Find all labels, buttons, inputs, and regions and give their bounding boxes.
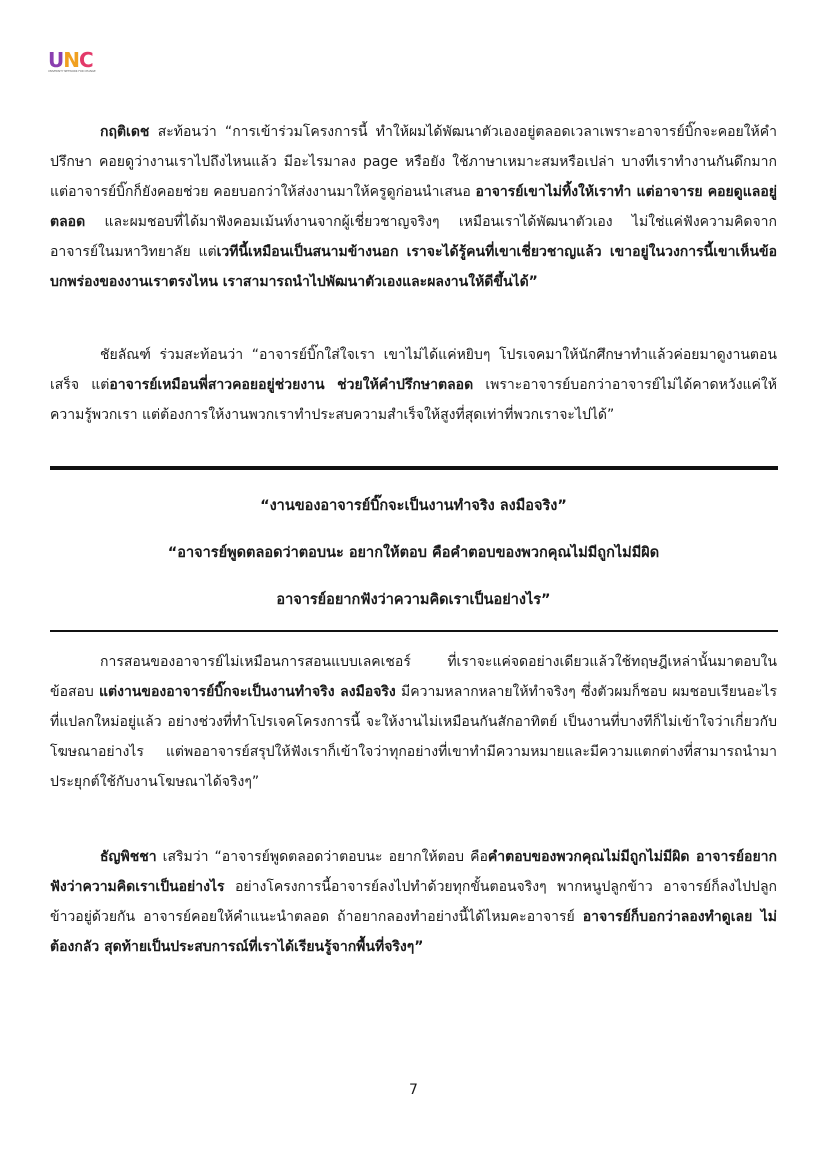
speaker-name: กฤติเดช: [100, 124, 150, 140]
paragraph-kritidet: กฤติเดช สะท้อนว่า “การเข้าร่วมโครงการนี้ ทำให้ผมได้พัฒนาตัวเองอยู่ตลอดเวลาเพราะอาจารย์บิ๊กจะคอยให้คำปรึกษา คอยดูว่างานเราไปถึงไหนแล้ว มีอะไรมาลง page หรือยัง ใช้ภาษาเหมาะสมหรือเปล่า บางทีเราทำงานกันดึกมากแต่อาจารย์บิ๊กก็ยังคอยช่วย คอยบอกว่าให้ส่งงานมาให้ครูดูก่อนนำเสนอ อาจารย์เขาไม่ทิ้งให้เราทำ แต่อาจารย คอยดูแลอยู่ตลอด และผมชอบที่ได้มาฟังคอมเม้นท์งานจากผู้เชี่ยวชาญจริงๆ เหมือนเราได้พัฒนาตัวเอง ไม่ใช่แค่ฟังความคิดจากอาจารย์ในมหาวิทยาลัย แต่เวทีนี้เหมือนเป็นสนามข้างนอก เราจะได้รู้คนที่เขาเชี่ยวชาญแล้ว เขาอยู่ในวงการนี้เขาเห็นข้อบกพร่องของงานเราตรงไหน เราสามารถนำไปพัฒนาตัวเองและผลงานให้ดีขึ้นได้”: [50, 124, 777, 290]
page-number: 7: [409, 1082, 418, 1098]
pull-quote-1: “งานของอาจารย์บิ๊กจะเป็นงานทำจริง ลงมือจริง”: [260, 498, 567, 514]
bottom-divider: [50, 630, 778, 632]
unc-logo: [48, 50, 98, 76]
top-divider: [50, 466, 778, 470]
speaker-name: ธัญพิชชา: [100, 849, 157, 865]
logo-tagline: UNIVERSITY NETWORK FOR CHANGE: [48, 70, 96, 73]
paragraph-chaiyalan: ชัยลัณฑ์ ร่วมสะท้อนว่า “อาจารย์บิ๊กใส่ใจเรา เขาไม่ได้แค่หยิบๆ โปรเจคมาให้นักศึกษาทำแล้วค่อยมาดูงานตอนเสร็จ แต่อาจารย์เหมือนพี่สาวคอยอยู่ช่วยงาน ช่วยให้คำปรึกษาตลอด เพราะอาจารย์บอกว่าอาจารย์ไม่ได้คาดหวังแค่ให้ความรู้พวกเรา แต่ต้องการให้งานพวกเราทำประสบความสำเร็จให้สูงที่สุดเท่าที่พวกเราจะไปได้”: [50, 347, 777, 423]
pull-quote-3: อาจารย์อยากฟังว่าความคิดเราเป็นอย่างไร”: [276, 592, 551, 608]
paragraph-teaching: การสอนของอาจารย์ไม่เหมือนการสอนแบบเลคเชอร์ ที่เราจะแค่จดอย่างเดียวแล้วใช้ทฤษฎีเหล่านั้นมาตอบในข้อสอบ แต่งานของอาจารย์บิ๊กจะเป็นงานทำจริง ลงมือจริง มีความหลากหลายให้ทำจริงๆ ซึ่งตัวผมก็ชอบ ผมชอบเรียนอะไรที่แปลกใหม่อยู่แล้ว อย่างช่วงที่ทำโปรเจคโครงการนี้ จะให้งานไม่เหมือนกันสักอาทิตย์ เป็นงานที่บางทีก็ไม่เข้าใจว่าเกี่ยวกับโฆษณาอย่างไร แต่พออาจารย์สรุปให้ฟังเราก็เข้าใจว่าทุกอย่างที่เขาทำมีความหมายและมีความแตกต่างที่สามารถนำมาประยุกต์ใช้กับงานโฆษณาได้จริงๆ”: [50, 654, 777, 790]
logo-mark: UNC: [48, 48, 93, 72]
pull-quote-2: “อาจารย์พูดตลอดว่าตอบนะ อยากให้ตอบ คือคำตอบของพวกคุณไม่มีถูกไม่มีผิด: [167, 545, 660, 561]
paragraph-thanpitcha: ธัญพิชชา เสริมว่า “อาจารย์พูดตลอดว่าตอบนะ อยากให้ตอบ คือคำตอบของพวกคุณไม่มีถูกไม่มีผิด อาจารย์อยากฟังว่าความคิดเราเป็นอย่างไร อย่างโครงการนี้อาจารย์ลงไปทำด้วยทุกขั้นตอนจริงๆ พากหนูปลูกข้าว อาจารย์ก็ลงไปปลูกข้าวอยู่ด้วยกัน อาจารย์คอยให้คำแนะนำตลอด ถ้าอยากลองทำอย่างนี้ได้ไหมคะอาจารย์ อาจารย์ก็บอกว่าลองทำดูเลย ไม่ต้องกลัว สุดท้ายเป็นประสบการณ์ที่เราได้เรียนรู้จากพื้นที่จริงๆ”: [50, 849, 778, 955]
